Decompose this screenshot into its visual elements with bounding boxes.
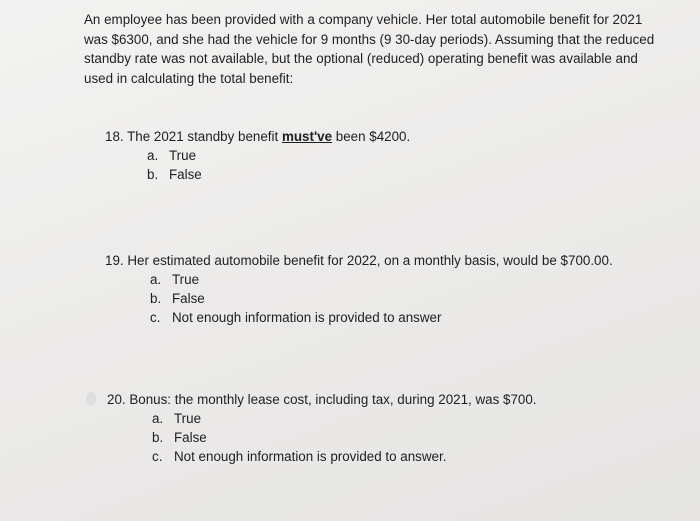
option-letter: b. (150, 291, 162, 306)
question-19 (105, 251, 613, 327)
option-letter: c. (152, 449, 163, 464)
option-letter: b. (147, 167, 159, 182)
question-20 (107, 390, 537, 466)
option-letter: a. (147, 148, 159, 163)
question-18-emphasis: must've (281, 129, 333, 144)
option-text: Not enough information is provided to answer. (174, 449, 447, 464)
option-text: True (174, 411, 202, 426)
option-letter: c. (150, 310, 161, 325)
question-20-option-c[interactable] (152, 447, 537, 466)
question-20-stem: 20. Bonus: the monthly lease cost, including tax, during 2021, was $700. (107, 392, 537, 407)
question-18-stem-end: been $4200. (332, 129, 411, 144)
question-20-option-a[interactable] (152, 409, 537, 428)
question-18 (105, 127, 410, 184)
option-letter: a. (152, 411, 164, 426)
question-19-option-b[interactable] (150, 289, 613, 308)
question-18-option-a[interactable] (147, 146, 410, 165)
question-19-stem: 19. Her estimated automobile benefit for 2022, on a monthly basis, would be $700.00. (105, 253, 613, 268)
option-text: False (174, 430, 207, 445)
question-18-stem (105, 127, 410, 146)
question-19-options (150, 270, 613, 327)
option-text: True (172, 272, 200, 287)
option-text: False (169, 167, 202, 182)
question-18-stem-start: 18. The 2021 standby benefit (105, 129, 282, 144)
question-19-option-a[interactable] (150, 270, 613, 289)
question-20-option-b[interactable] (152, 428, 537, 447)
question-18-options (147, 146, 410, 184)
option-text: Not enough information is provided to answer (172, 310, 442, 325)
option-letter: b. (152, 430, 164, 445)
option-text: True (169, 148, 197, 163)
scan-smudge (86, 392, 96, 406)
option-text: False (172, 291, 205, 306)
intro-paragraph: An employee has been provided with a company vehicle. Her total automobile benefit for 2021 was $6300, and she had the vehicle for 9 months (9 30-day periods). Assuming that the reduced standby rate was not available, but the optional (reduced) operating benefit was available and used in calculating the total benefit: (84, 12, 655, 86)
option-letter: a. (150, 272, 162, 287)
question-19-option-c[interactable] (150, 308, 613, 327)
question-18-option-b[interactable] (147, 165, 410, 184)
question-20-options (152, 409, 537, 466)
